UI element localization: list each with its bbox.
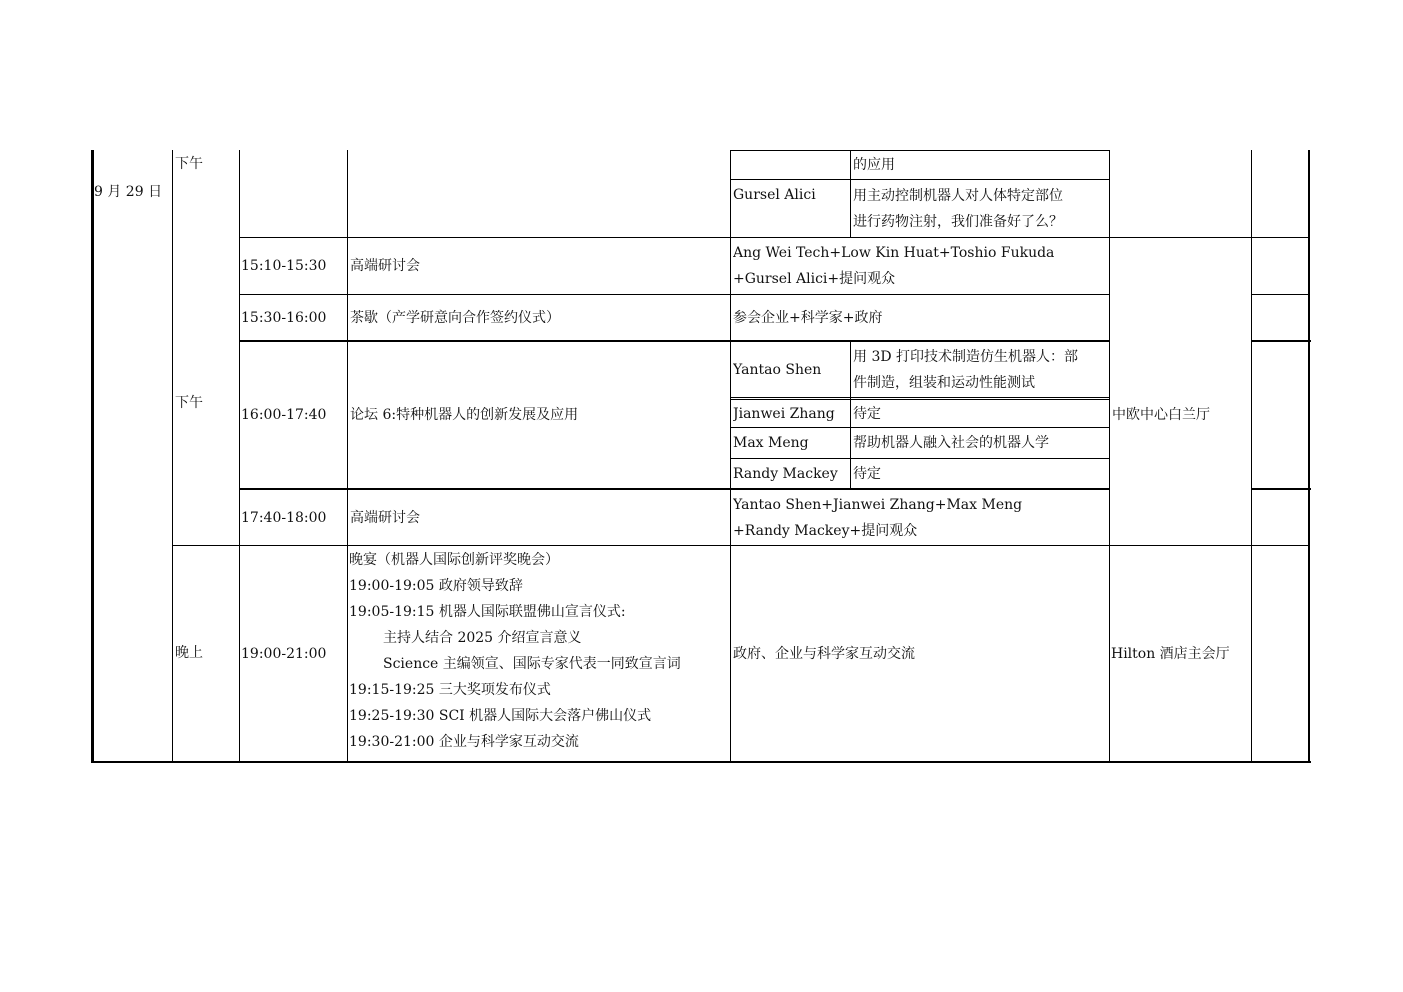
topic-line: 用主动控制机器人对人体特定部位 — [853, 188, 1063, 204]
col-divider-date — [172, 150, 173, 762]
table-border-right — [1308, 150, 1310, 763]
event-cell: 论坛 6:特种机器人的创新发展及应用 — [350, 407, 579, 423]
speaker-topic — [853, 342, 1108, 397]
date-cell: 9 月 29 日 — [94, 184, 163, 200]
table-border-left — [91, 150, 94, 763]
speaker-topic — [853, 182, 1108, 236]
topic-line: 件制造，组装和运动性能测试 — [853, 374, 1035, 391]
venue-cell: 中欧中心白兰厅 — [1112, 407, 1210, 423]
event-line: 19:30-21:00 企业与科学家互动交流 — [349, 734, 579, 750]
col-divider-period — [239, 150, 240, 762]
row-line-2-right — [1251, 294, 1310, 295]
event-cell — [349, 547, 730, 760]
speaker-topic: 的应用 — [853, 157, 895, 173]
participants-cell — [733, 239, 1108, 293]
venue-cell: Hilton 酒店主会厅 — [1111, 645, 1230, 662]
time-cell: 16:00-17:40 — [241, 407, 327, 423]
event-line: 晚宴（机器人国际创新评奖晚会） — [349, 552, 559, 568]
speaker-name: Gursel Alici — [733, 187, 816, 203]
event-line: 19:05-19:15 机器人国际联盟佛山宣言仪式: — [349, 604, 626, 620]
table-border-bottom — [91, 761, 1311, 763]
speaker-topic: 帮助机器人融入社会的机器人学 — [853, 435, 1049, 451]
participants-line: +Randy Mackey+提问观众 — [733, 522, 918, 539]
period-afternoon: 下午 — [175, 395, 203, 411]
col-divider-event — [730, 150, 731, 762]
speaker-name: Max Meng — [733, 435, 809, 451]
participants-line: Yantao Shen+Jianwei Zhang+Max Meng — [733, 496, 1023, 513]
speaker-name: Randy Mackey — [733, 465, 838, 482]
participants-cell: 政府、企业与科学家互动交流 — [733, 645, 915, 662]
event-cell: 高端研讨会 — [350, 509, 420, 526]
participants-line: Ang Wei Tech+Low Kin Huat+Toshio Fukuda — [733, 245, 1055, 261]
participants-cell: 参会企业+科学家+政府 — [733, 309, 883, 326]
event-line: 主持人结合 2025 介绍宣言意义 — [383, 630, 582, 646]
event-line: 19:15-19:25 三大奖项发布仪式 — [349, 682, 551, 698]
topic-line: 用 3D 打印技术制造仿生机器人：部 — [853, 348, 1079, 365]
time-cell: 15:30-16:00 — [241, 309, 327, 326]
time-cell: 15:10-15:30 — [241, 258, 327, 274]
event-line: Science 主编领宣、国际专家代表一同致宣言词 — [383, 656, 681, 672]
period-evening: 晚上 — [175, 645, 203, 661]
speaker-sep-1 — [730, 397, 1110, 398]
period-afternoon-top: 下午 — [175, 156, 203, 172]
col-divider-time — [347, 150, 348, 762]
col-divider-venue — [1251, 150, 1252, 762]
row-line-3-right — [1251, 340, 1311, 342]
event-cell: 茶歇（产学研意向合作签约仪式） — [350, 309, 560, 326]
col-divider-participants — [1109, 150, 1110, 762]
speaker-topic: 待定 — [853, 465, 881, 482]
participants-cell — [733, 491, 1108, 544]
topic-line: 进行药物注射，我们准备好了么？ — [853, 214, 1063, 230]
speaker-divider-top — [850, 150, 851, 237]
speaker-name: Jianwei Zhang — [733, 405, 835, 422]
speaker-name: Yantao Shen — [733, 361, 822, 378]
time-cell: 17:40-18:00 — [241, 509, 327, 526]
row-line-4-right — [1251, 488, 1311, 490]
speaker-topic: 待定 — [853, 405, 881, 422]
event-line: 19:00-19:05 政府领导致辞 — [349, 578, 523, 594]
participants-line: +Gursel Alici+提问观众 — [733, 271, 896, 287]
event-cell: 高端研讨会 — [350, 258, 420, 274]
event-line: 19:25-19:30 SCI 机器人国际大会落户佛山仪式 — [349, 708, 652, 724]
speaker-divider-forum — [850, 341, 851, 489]
time-cell: 19:00-21:00 — [241, 645, 327, 662]
